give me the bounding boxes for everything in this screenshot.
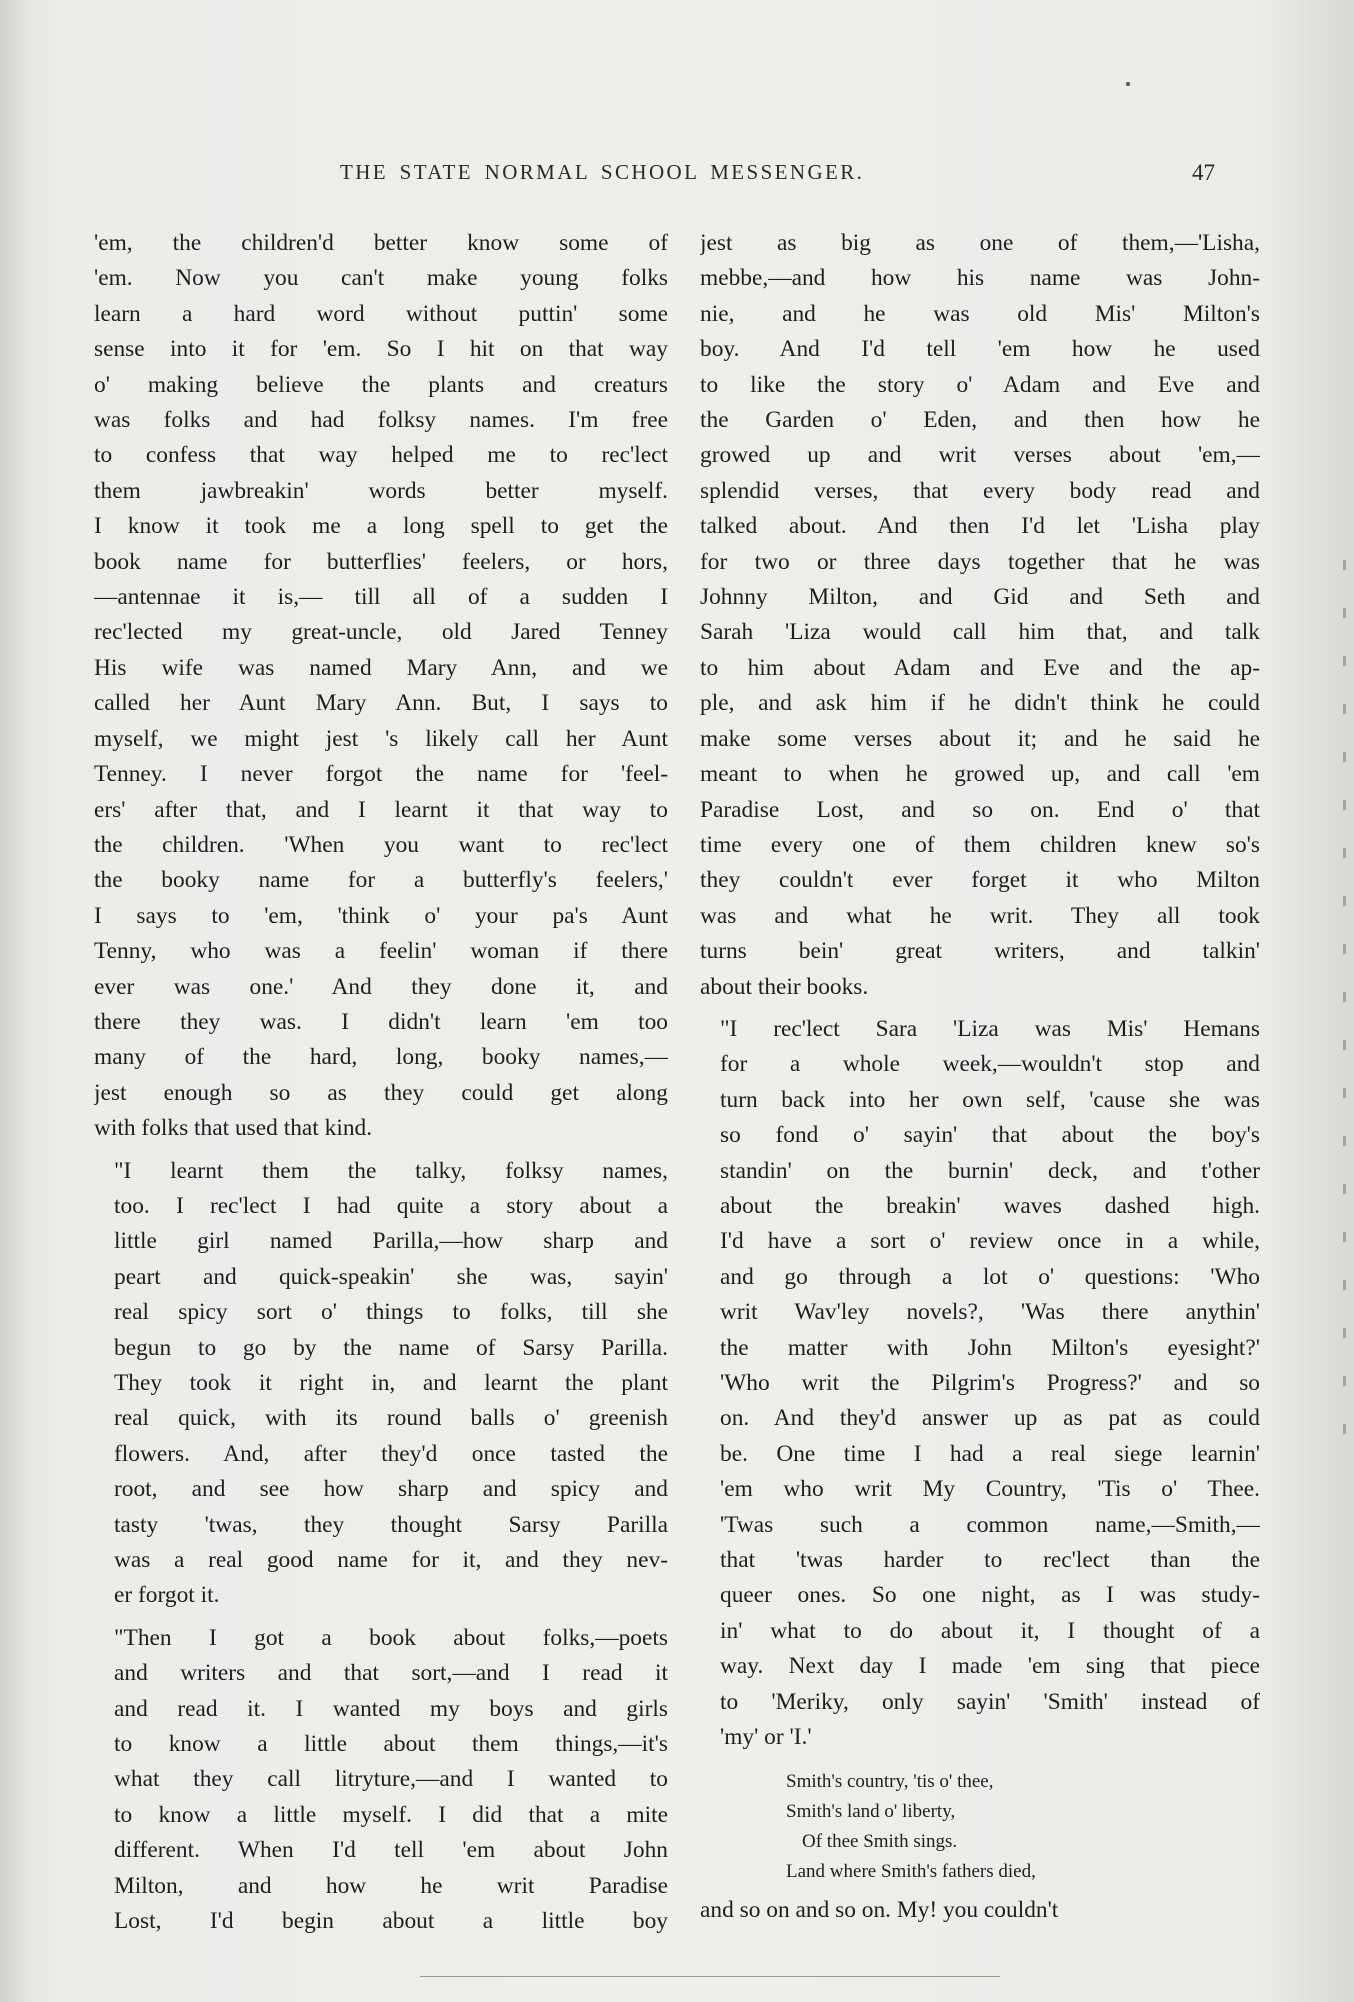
text-line: standin' on the burnin' deck, and t'other bbox=[720, 1157, 1260, 1184]
text-line: the matter with John Milton's eyesight?' bbox=[720, 1334, 1260, 1361]
text-line: about their books. bbox=[700, 973, 869, 1000]
text-line: mebbe,—and how his name was John- bbox=[700, 265, 1260, 292]
text-line: I'd have a sort o' review once in a while, bbox=[720, 1228, 1260, 1255]
text-line: and go through a lot o' questions: 'Who bbox=[720, 1263, 1260, 1290]
text-line: turns bein' great writers, and talkin' bbox=[700, 938, 1260, 965]
text-line: was a real good name for it, and they nev- bbox=[114, 1547, 668, 1574]
text-line: called her Aunt Mary Ann. But, I says to bbox=[94, 690, 668, 717]
text-line: the Garden o' Eden, and then how he bbox=[700, 407, 1260, 434]
right-column bbox=[700, 226, 1260, 1929]
text-line: to 'Meriky, only sayin' 'Smith' instead of bbox=[720, 1688, 1260, 1715]
text-line: Milton, and how he writ Paradise bbox=[114, 1872, 668, 1899]
right-paragraph-1 bbox=[700, 226, 1260, 1005]
text-line: Tenny, who was a feelin' woman if there bbox=[94, 938, 668, 965]
text-line: root, and see how sharp and spicy and bbox=[114, 1476, 668, 1503]
text-line: rec'lected my great-uncle, old Jared Tenney bbox=[94, 619, 668, 646]
left-column bbox=[94, 226, 668, 1940]
ink-speck bbox=[1126, 82, 1130, 86]
text-line: what they call litryture,—and I wanted to bbox=[114, 1766, 668, 1793]
text-line: the booky name for a butterfly's feelers,' bbox=[94, 867, 668, 894]
text-line: Paradise Lost, and so on. End o' that bbox=[700, 796, 1260, 823]
text-line: to know a little about them things,—it's bbox=[114, 1731, 668, 1758]
right-paragraph-2 bbox=[700, 1012, 1260, 1756]
text-line: 'Who writ the Pilgrim's Progress?' and so bbox=[720, 1370, 1260, 1396]
text-line: and writers and that sort,—and I read it bbox=[114, 1660, 668, 1687]
text-line: "I learnt them the talky, folksy names, bbox=[114, 1157, 668, 1184]
text-line: queer ones. So one night, as I was study- bbox=[720, 1582, 1260, 1609]
left-paragraph-1 bbox=[94, 226, 668, 1147]
text-line: real spicy sort o' things to folks, till she bbox=[114, 1299, 668, 1326]
text-line: jest as big as one of them,—'Lisha, bbox=[700, 230, 1260, 256]
text-line: in' what to do about it, I thought of a bbox=[720, 1617, 1260, 1644]
text-line: flowers. And, after they'd once tasted the bbox=[114, 1440, 668, 1467]
text-line: 'em, the children'd better know some of bbox=[94, 230, 668, 256]
text-line: that 'twas harder to rec'lect than the bbox=[720, 1547, 1260, 1574]
text-line: tasty 'twas, they thought Sarsy Parilla bbox=[114, 1511, 668, 1538]
text-line: Tenney. I never forgot the name for 'feel- bbox=[94, 761, 668, 788]
text-line: learn a hard word without puttin' some bbox=[94, 300, 668, 327]
text-line: "I rec'lect Sara 'Liza was Mis' Hemans bbox=[720, 1015, 1260, 1042]
verse-line: Of thee Smith sings. bbox=[802, 1831, 958, 1853]
text-line: splendid verses, that every body read and bbox=[700, 477, 1260, 504]
text-line: real quick, with its round balls o' greenish bbox=[114, 1405, 668, 1432]
verse-line: Smith's land o' liberty, bbox=[786, 1801, 956, 1823]
text-line: book name for butterflies' feelers, or hors, bbox=[94, 548, 668, 575]
text-line: I know it took me a long spell to get the bbox=[94, 513, 668, 540]
text-line: make some verses about it; and he said he bbox=[700, 725, 1260, 752]
text-line: They took it right in, and learnt the plant bbox=[114, 1370, 668, 1396]
text-line: way. Next day I made 'em sing that piece bbox=[720, 1653, 1260, 1680]
page-edge-shadow bbox=[1343, 560, 1346, 1460]
left-paragraph-3 bbox=[94, 1621, 668, 1940]
verse-line: Land where Smith's fathers died, bbox=[786, 1861, 1036, 1883]
page-header bbox=[0, 160, 1354, 200]
text-line: nie, and he was old Mis' Milton's bbox=[700, 300, 1260, 327]
text-line: ever was one.' And they done it, and bbox=[94, 973, 668, 1000]
text-line: Lost, I'd begin about a little boy bbox=[114, 1908, 668, 1935]
text-line: er forgot it. bbox=[114, 1582, 220, 1609]
text-line: to him about Adam and Eve and the ap- bbox=[700, 654, 1260, 681]
text-line: to know a little myself. I did that a mite bbox=[114, 1801, 668, 1828]
text-line: —antennae it is,— till all of a sudden I bbox=[94, 584, 668, 611]
text-line: sense into it for 'em. So I hit on that way bbox=[94, 336, 668, 363]
text-line: so fond o' sayin' that about the boy's bbox=[720, 1122, 1260, 1149]
text-line: was and what he writ. They all took bbox=[700, 902, 1260, 929]
text-line: many of the hard, long, booky names,— bbox=[94, 1044, 668, 1071]
text-line: Johnny Milton, and Gid and Seth and bbox=[700, 584, 1260, 611]
text-line: and read it. I wanted my boys and girls bbox=[114, 1695, 668, 1722]
text-line: different. When I'd tell 'em about John bbox=[114, 1837, 668, 1864]
text-line: 'my' or 'I.' bbox=[720, 1724, 812, 1751]
right-paragraph-3 bbox=[700, 1893, 1260, 1928]
text-line: them jawbreakin' words better myself. bbox=[94, 477, 668, 504]
text-line: little girl named Parilla,—how sharp and bbox=[114, 1228, 668, 1255]
text-line: talked about. And then I'd let 'Lisha play bbox=[700, 513, 1260, 540]
text-line: 'em who writ My Country, 'Tis o' Thee. bbox=[720, 1476, 1260, 1503]
text-line: for two or three days together that he was bbox=[700, 548, 1260, 575]
text-line: was folks and had folksy names. I'm free bbox=[94, 407, 668, 434]
text-line: on. And they'd answer up as pat as could bbox=[720, 1405, 1260, 1432]
text-line: His wife was named Mary Ann, and we bbox=[94, 654, 668, 681]
text-line: I says to 'em, 'think o' your pa's Aunt bbox=[94, 902, 668, 929]
text-line: writ Wav'ley novels?, 'Was there anythin' bbox=[720, 1299, 1260, 1326]
text-line: peart and quick-speakin' she was, sayin' bbox=[114, 1263, 668, 1290]
text-line: the children. 'When you want to rec'lect bbox=[94, 831, 668, 858]
text-line: be. One time I had a real siege learnin' bbox=[720, 1440, 1260, 1467]
text-line: myself, we might jest 's likely call her Aunt bbox=[94, 725, 668, 752]
text-line: meant to when he growed up, and call 'em bbox=[700, 761, 1260, 788]
text-line: they couldn't ever forget it who Milton bbox=[700, 867, 1260, 894]
running-head: THE STATE NORMAL SCHOOL MESSENGER. bbox=[340, 160, 865, 184]
text-line: for a whole week,—wouldn't stop and bbox=[720, 1051, 1260, 1078]
text-line: to confess that way helped me to rec'lect bbox=[94, 442, 668, 469]
text-line: there they was. I didn't learn 'em too bbox=[94, 1008, 668, 1035]
text-line: time every one of them children knew so's bbox=[700, 831, 1260, 858]
text-line: about the breakin' waves dashed high. bbox=[720, 1192, 1260, 1219]
text-line: and so on and so on. My! you couldn't bbox=[700, 1897, 1059, 1924]
text-line: growed up and writ verses about 'em,— bbox=[700, 442, 1260, 469]
page-number: 47 bbox=[1192, 160, 1215, 185]
text-line: with folks that used that kind. bbox=[94, 1115, 373, 1142]
text-line: jest enough so as they could get along bbox=[94, 1079, 668, 1106]
bottom-rule bbox=[420, 1976, 1000, 1977]
left-paragraph-2 bbox=[94, 1154, 668, 1614]
text-line: too. I rec'lect I had quite a story about a bbox=[114, 1192, 668, 1219]
text-line: begun to go by the name of Sarsy Parilla. bbox=[114, 1334, 668, 1361]
text-line: Sarah 'Liza would call him that, and talk bbox=[700, 619, 1260, 646]
text-line: "Then I got a book about folks,—poets bbox=[114, 1624, 668, 1651]
text-line: 'em. Now you can't make young folks bbox=[94, 265, 668, 292]
text-line: turn back into her own self, 'cause she was bbox=[720, 1086, 1260, 1113]
verse-stanza bbox=[786, 1767, 1260, 1887]
verse-line: Smith's country, 'tis o' thee, bbox=[786, 1771, 994, 1793]
text-line: o' making believe the plants and creaturs bbox=[94, 371, 668, 398]
text-line: ple, and ask him if he didn't think he could bbox=[700, 690, 1260, 717]
text-line: to like the story o' Adam and Eve and bbox=[700, 371, 1260, 398]
text-line: boy. And I'd tell 'em how he used bbox=[700, 336, 1260, 363]
text-line: 'Twas such a common name,—Smith,— bbox=[720, 1511, 1260, 1538]
text-line: ers' after that, and I learnt it that way to bbox=[94, 796, 668, 823]
